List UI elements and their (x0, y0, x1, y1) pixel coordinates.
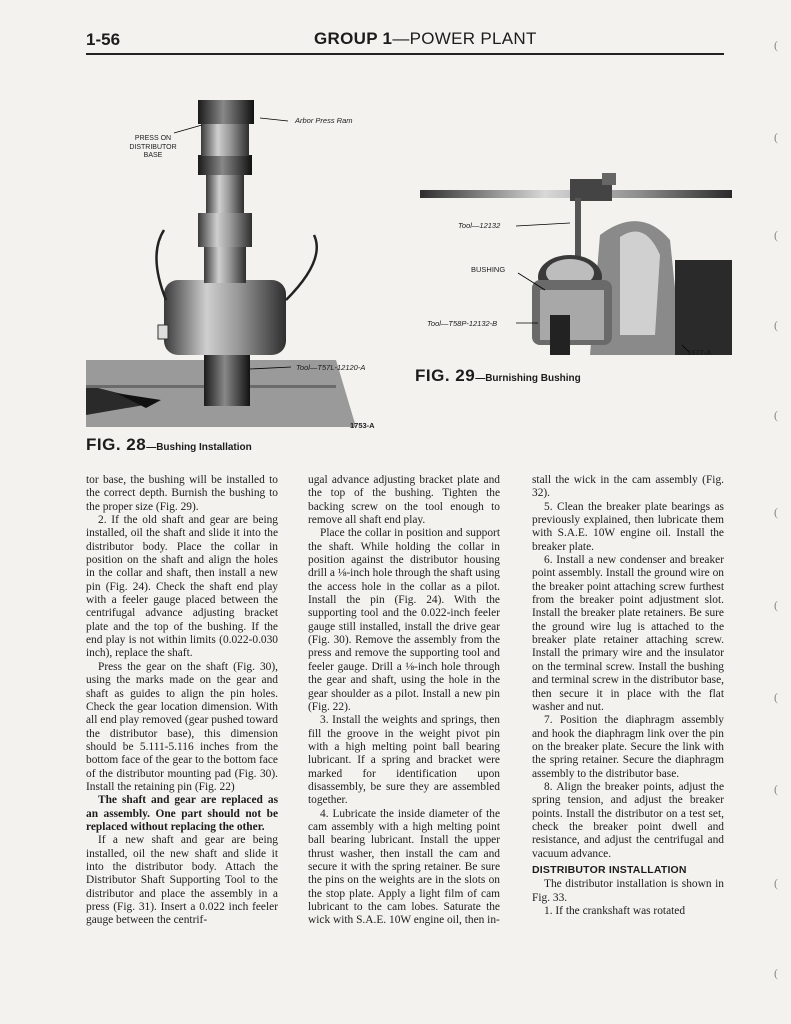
text-column-2 (308, 474, 500, 928)
col1-para-4: The shaft and gear are replaced as an assembly. One part should not be replaced without replacing the other. (86, 794, 278, 833)
col2-para-4: 4. Lubricate the inside diameter of the cam assembly with a high melting point ball bearing lubricant. Install the upper thrust washer, then install the cam and secure it with the spring retainer. Be sure the pins on the weights are in the slots on the stop plate. Apply a light film of cam lubricant to the cam lobes. Saturate the wick with S.A.E. 10W engine oil, then in- (308, 807, 500, 927)
col1-para-1: tor base, the bushing will be installed to the correct depth. Burnish the bushing to the proper size (Fig. 29). (86, 474, 278, 513)
col1-para-5: If a new shaft and gear are being installed, oil the new shaft and slide it into the distributor body. Attach the Distributor Shaft Supporting Tool to the distributor and place the assembly in a press (Fig. 31). Insert a 0.022 inch feeler gauge between the centrif- (86, 834, 278, 927)
header-rule (86, 53, 724, 55)
text-column-1 (86, 474, 278, 928)
col3-para-6: The distributor installation is shown in Fig. 33. (532, 878, 724, 904)
label-press-on (118, 135, 188, 161)
binding-mark: ( (774, 130, 778, 144)
binding-mark: ( (774, 966, 778, 980)
binding-mark: ( (774, 318, 778, 332)
binding-mark: ( (774, 505, 778, 519)
label-tool-12132: Tool—12132 (458, 221, 501, 230)
fig28-code: 1753-A (350, 421, 375, 430)
col3-para-7: 1. If the crankshaft was rotated (544, 905, 686, 917)
binding-mark: ( (774, 408, 778, 422)
label-press-on-line2: DISTRIBUTOR (129, 143, 177, 151)
binding-mark: ( (774, 782, 778, 796)
fig28-title: —Bushing Installation (146, 442, 252, 453)
col1-para-2: 2. If the old shaft and gear are being installed, oil the shaft and slide it into the distributor body. Place the collar in position on the shaft and align the holes in the collar and shaft, then install a new pin (Fig. 24). Check the shaft end play with a feeler gauge placed between the centrifugal advance adjusting bracket plate and the top of the bushing. If the end play is not within limits (0.022-0.030 inch), replace the shaft. (86, 514, 278, 660)
binding-mark: ( (774, 38, 778, 52)
col2-para-1: ugal advance adjusting bracket plate and the top of the bushing. Tighten the backing screw on the tool enough to remove all shaft end play. (308, 474, 500, 527)
section-label: —POWER PLANT (392, 29, 537, 48)
fig29-title: —Burnishing Bushing (475, 373, 581, 384)
group-label: GROUP 1 (314, 29, 393, 48)
section-heading: DISTRIBUTOR INSTALLATION (532, 863, 687, 876)
page-number: 1-56 (86, 30, 121, 49)
col3-para-3: 6. Install a new condenser and breaker point assembly. Install the ground wire on the breaker point attaching screw furthest from the breaker point adjustment slot. Install the breaker plate retainers. Be sure the ground wire lug is attached to the breaker plate retainer attaching screw. Install the primary wire and the insulator on the terminal screw. Install the bushing and terminal screw in the distributor base, then secure it in place with the flat washer and nut. (532, 554, 724, 713)
fig28-caption (86, 435, 252, 455)
text-column-3 (532, 474, 724, 918)
label-tool-t57l: Tool—T57L-12120-A (296, 363, 366, 372)
label-tool-t58p: Tool—T58P-12132-B (427, 319, 498, 328)
fig28-number: FIG. 28 (86, 435, 147, 454)
binding-mark: ( (774, 690, 778, 704)
col1-para-3: Press the gear on the shaft (Fig. 30), using the marks made on the gear and shaft as guides to align the pin holes. Check the gear location dimension. With all end play removed (gear pushed toward the distributor base), this dimension should be 5.111-5.116 inches from the bottom face of the gear to the bottom face of the distributor mounting pad (Fig. 30). Install the retaining pin (Fig. 22) (86, 660, 278, 793)
label-press-on-line3: BASE (143, 152, 163, 159)
col2-para-2: Place the collar in position and support the shaft. While holding the collar in position against the distributor housing drill a ⅛-inch hole through the shaft using the access hole in the collar as a pilot. Install the pin (Fig. 24). With the supporting tool and the 0.022-inch feeler gauge still installed, install the drive gear (Fig. 30). Remove the assembly from the press and remove the supporting tool and feeler gauge. Drill a ⅛-inch hole through the gear and shaft, using the hole in the gear shoulder as a pilot. Install a new pin (Fig. 22). (308, 527, 500, 713)
label-arbor-press-ram: Arbor Press Ram (295, 116, 353, 125)
col2-para-3: 3. Install the weights and springs, then fill the groove in the weight pivot pin with a high melting point ball bearing lubricant. If a spring and bracket were marked for identification upon disassembly, be sure they are assembled together. (308, 714, 500, 807)
label-press-on-line1: PRESS ON (134, 135, 172, 142)
col3-para-1: stall the wick in the cam assembly (Fig. 32). (532, 474, 724, 500)
fig29-illustration (420, 165, 732, 360)
fig29-code: 1577-A (687, 348, 712, 357)
col3-para-2: 5. Clean the breaker plate bearings as previously explained, then lubricate them with S.A.E. 10W engine oil. Install the breaker plate. (532, 500, 724, 553)
label-bushing: BUSHING (471, 265, 506, 274)
page-title (314, 29, 537, 49)
binding-mark: ( (774, 598, 778, 612)
binding-mark: ( (774, 228, 778, 242)
fig29-number: FIG. 29 (415, 366, 476, 385)
col3-para-4: 7. Position the diaphragm assembly and hook the diaphragm link over the pin on the breaker plate. Secure the link with the spring retainer. Secure the diaphragm assembly to the distributor base. (532, 714, 724, 780)
binding-mark: ( (774, 876, 778, 890)
col3-para-5: 8. Align the breaker points, adjust the spring tension, and adjust the breaker points. Install the distributor on a test set, check the breaker point dwell and resistance, and adjust the centrifugal and vacuum advance. (532, 780, 724, 860)
fig29-caption (415, 366, 581, 386)
